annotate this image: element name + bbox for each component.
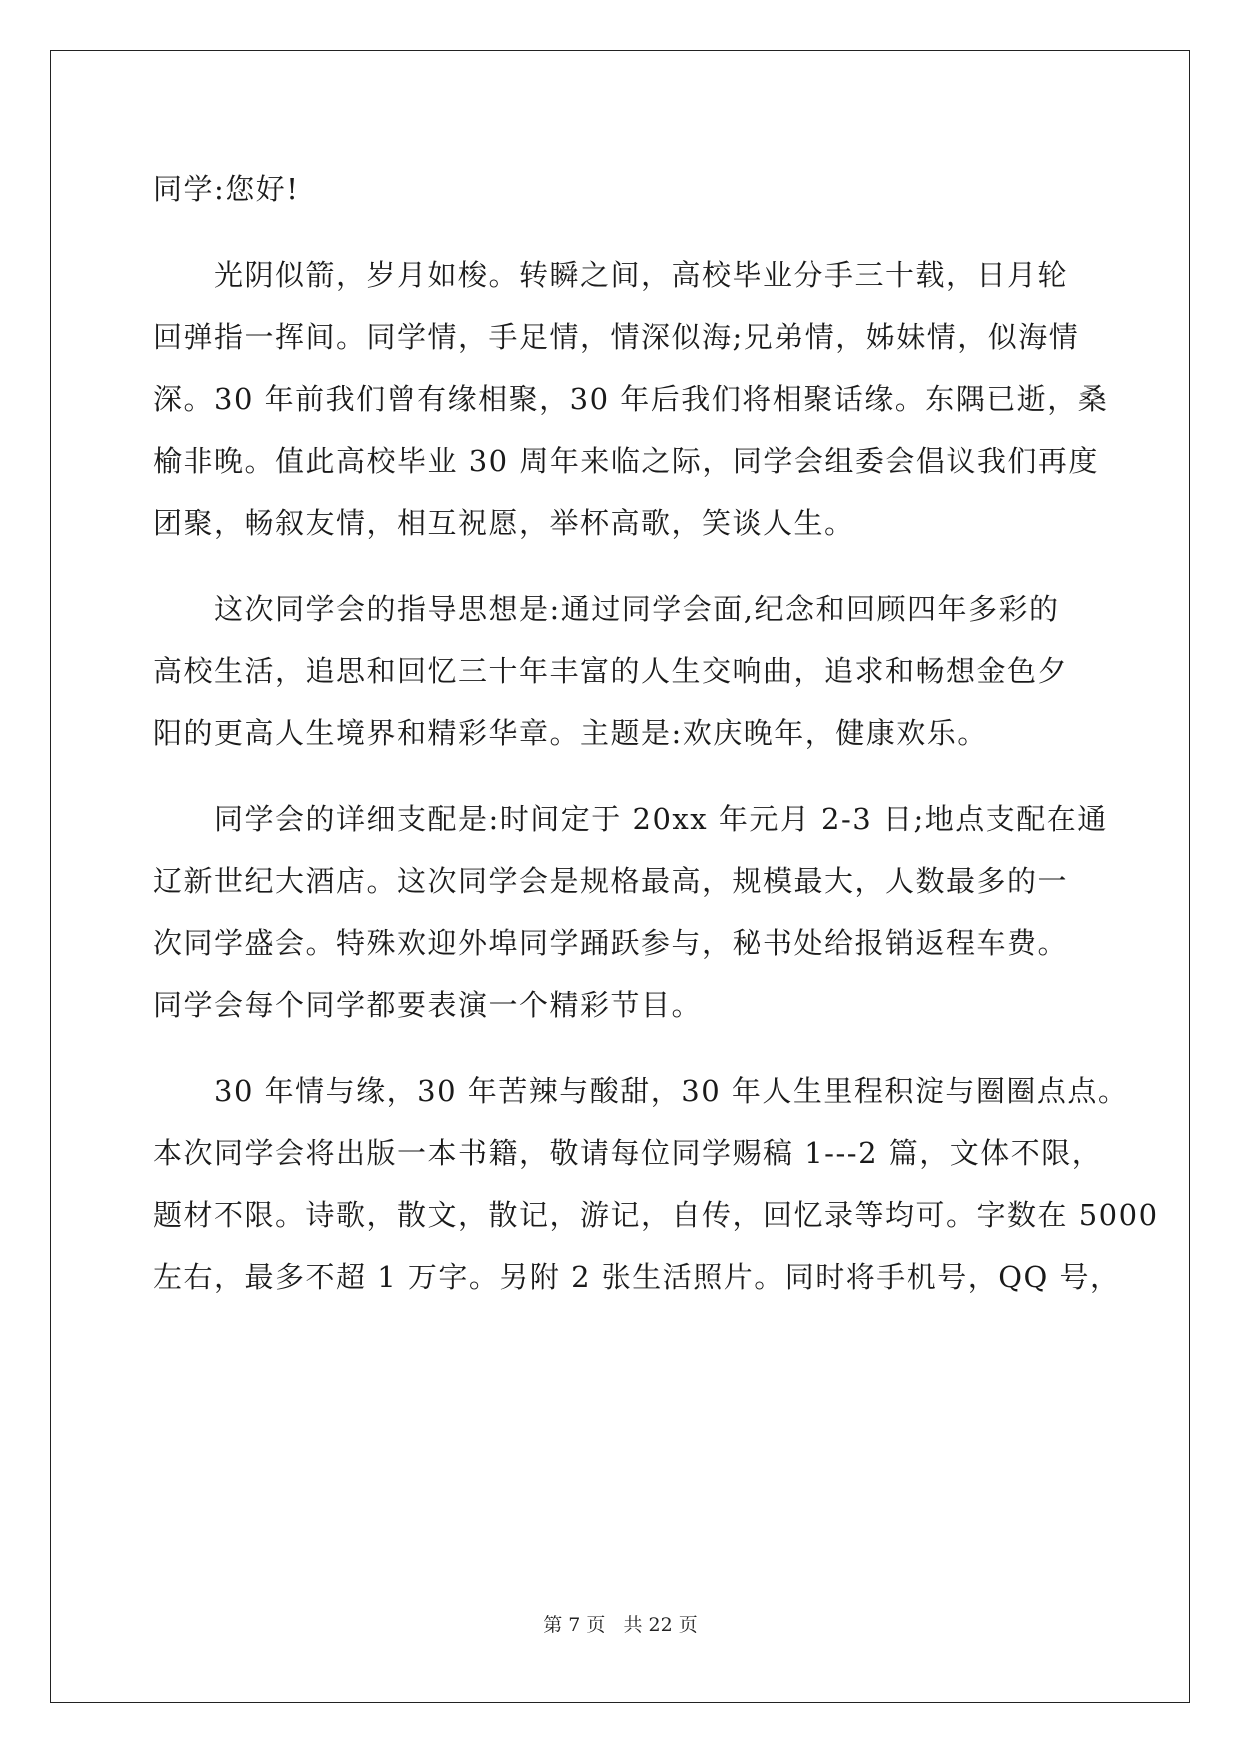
paragraph-line: 回弹指一挥间。同学情，手足情，情深似海;兄弟情，姊妹情，似海情 [153,320,1080,354]
paragraph-line: 这次同学会的指导思想是:通过同学会面,纪念和回顾四年多彩的 [214,592,1060,626]
paragraph-1 [153,244,1109,554]
paragraph-line: 阳的更高人生境界和精彩华章。主题是:欢庆晚年，健康欢乐。 [153,716,988,750]
paragraph-3 [153,788,1108,1036]
paragraph-line: 辽新世纪大酒店。这次同学会是规格最高，规模最大，人数最多的一 [153,864,1069,898]
paragraph-line: 光阴似箭，岁月如梭。转瞬之间，高校毕业分手三十载，日月轮 [214,258,1069,292]
paragraph-line: 团聚，畅叙友情，相互祝愿，举杯高歌，笑谈人生。 [153,506,855,540]
paragraph-line: 同学会每个同学都要表演一个精彩节目。 [153,988,703,1022]
paragraph-line: 次同学盛会。特殊欢迎外埠同学踊跃参与，秘书处给报销返程车费。 [153,926,1069,960]
paragraph-line: 左右，最多不超 1 万字。另附 2 张生活照片。同时将手机号，QQ 号， [153,1260,1121,1294]
paragraph-line: 同学会的详细支配是:时间定于 20xx 年元月 2-3 日;地点支配在通 [214,802,1108,836]
page-footer [0,1610,1241,1637]
salutation: 同学:您好! [153,172,300,206]
document-body [153,158,1159,1308]
paragraph-line: 榆非晚。值此高校毕业 30 周年来临之际，同学会组委会倡议我们再度 [153,444,1099,478]
paragraph-line: 题材不限。诗歌，散文，散记，游记，自传，回忆录等均可。字数在 5000 [153,1198,1159,1232]
page-number: 第 7 页 [543,1614,606,1636]
paragraph-2 [153,578,1093,764]
paragraph-line: 高校生活，追思和回忆三十年丰富的人生交响曲，追求和畅想金色夕 [153,654,1069,688]
paragraph-line: 30 年情与缘，30 年苦辣与酸甜，30 年人生里程积淀与圈圈点点。 [214,1074,1129,1108]
paragraph-line: 本次同学会将出版一本书籍，敬请每位同学赐稿 1---2 篇，文体不限， [153,1136,1103,1170]
page-total: 共 22 页 [623,1614,698,1636]
paragraph-line: 深。30 年前我们曾有缘相聚，30 年后我们将相聚话缘。东隅已逝，桑 [153,382,1109,416]
paragraph-4 [153,1060,1159,1308]
